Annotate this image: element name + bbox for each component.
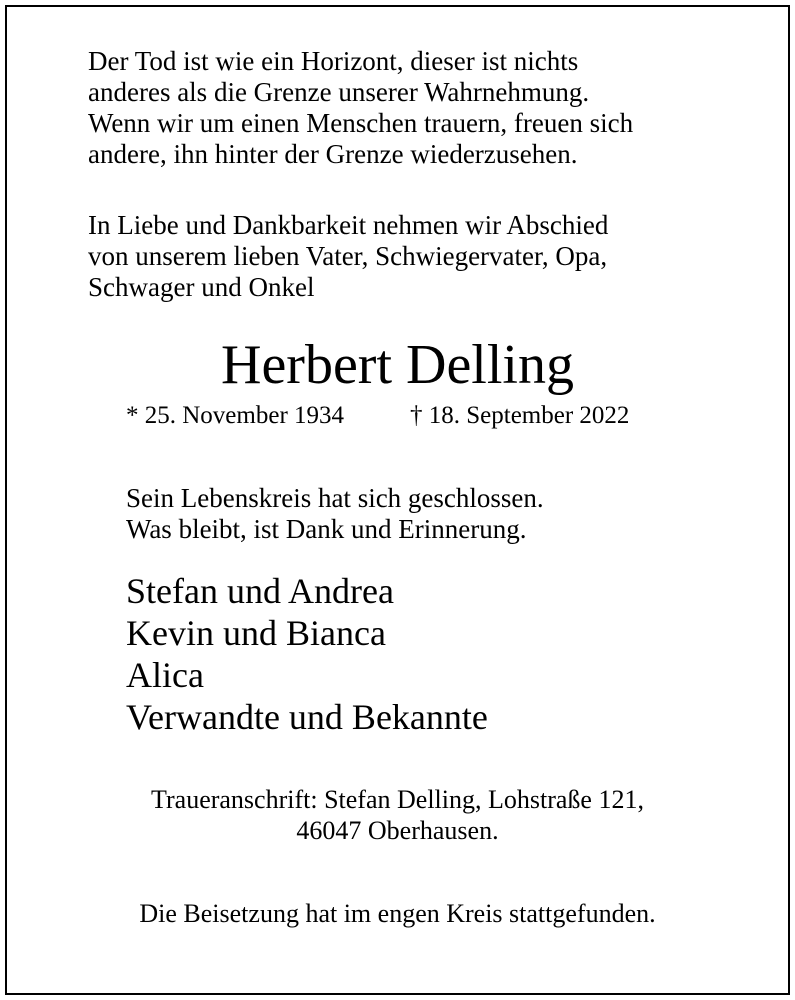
quote-line: Wenn wir um einen Menschen trauern, freuen sich	[88, 108, 634, 138]
mourners-list	[126, 570, 488, 738]
quote-line: Der Tod ist wie ein Horizont, dieser ist nichts	[88, 46, 579, 76]
intro-line: In Liebe und Dankbarkeit nehmen wir Abschied	[88, 210, 609, 240]
birth-date: * 25. November 1934	[126, 402, 345, 429]
funeral-note: Die Beisetzung hat im engen Kreis stattgefunden.	[139, 899, 656, 928]
mourner-entry: Alica	[126, 655, 204, 695]
mourning-address	[0, 784, 795, 846]
address-line: 46047 Oberhausen.	[296, 816, 499, 845]
intro-line: Schwager und Onkel	[88, 272, 315, 302]
intro-line: von unserem lieben Vater, Schwiegervater, Opa,	[88, 241, 608, 271]
quote-line: andere, ihn hinter der Grenze wiederzusehen.	[88, 139, 578, 169]
death-date: † 18. September 2022	[410, 402, 630, 429]
deceased-name: Herbert Delling	[221, 334, 574, 396]
verse-line: Sein Lebenskreis hat sich geschlossen.	[126, 483, 544, 513]
memorial-verse	[126, 483, 544, 545]
farewell-intro	[88, 210, 608, 303]
quote-line: anderes als die Grenze unserer Wahrnehmung.	[88, 77, 590, 107]
mourner-entry: Kevin und Bianca	[126, 613, 386, 653]
address-line: Traueranschrift: Stefan Delling, Lohstraße 121,	[151, 785, 644, 814]
mourner-entry: Stefan und Andrea	[126, 571, 394, 611]
opening-quote	[88, 46, 633, 170]
verse-line: Was bleibt, ist Dank und Erinnerung.	[126, 514, 527, 544]
mourner-entry: Verwandte und Bekannte	[126, 697, 488, 737]
